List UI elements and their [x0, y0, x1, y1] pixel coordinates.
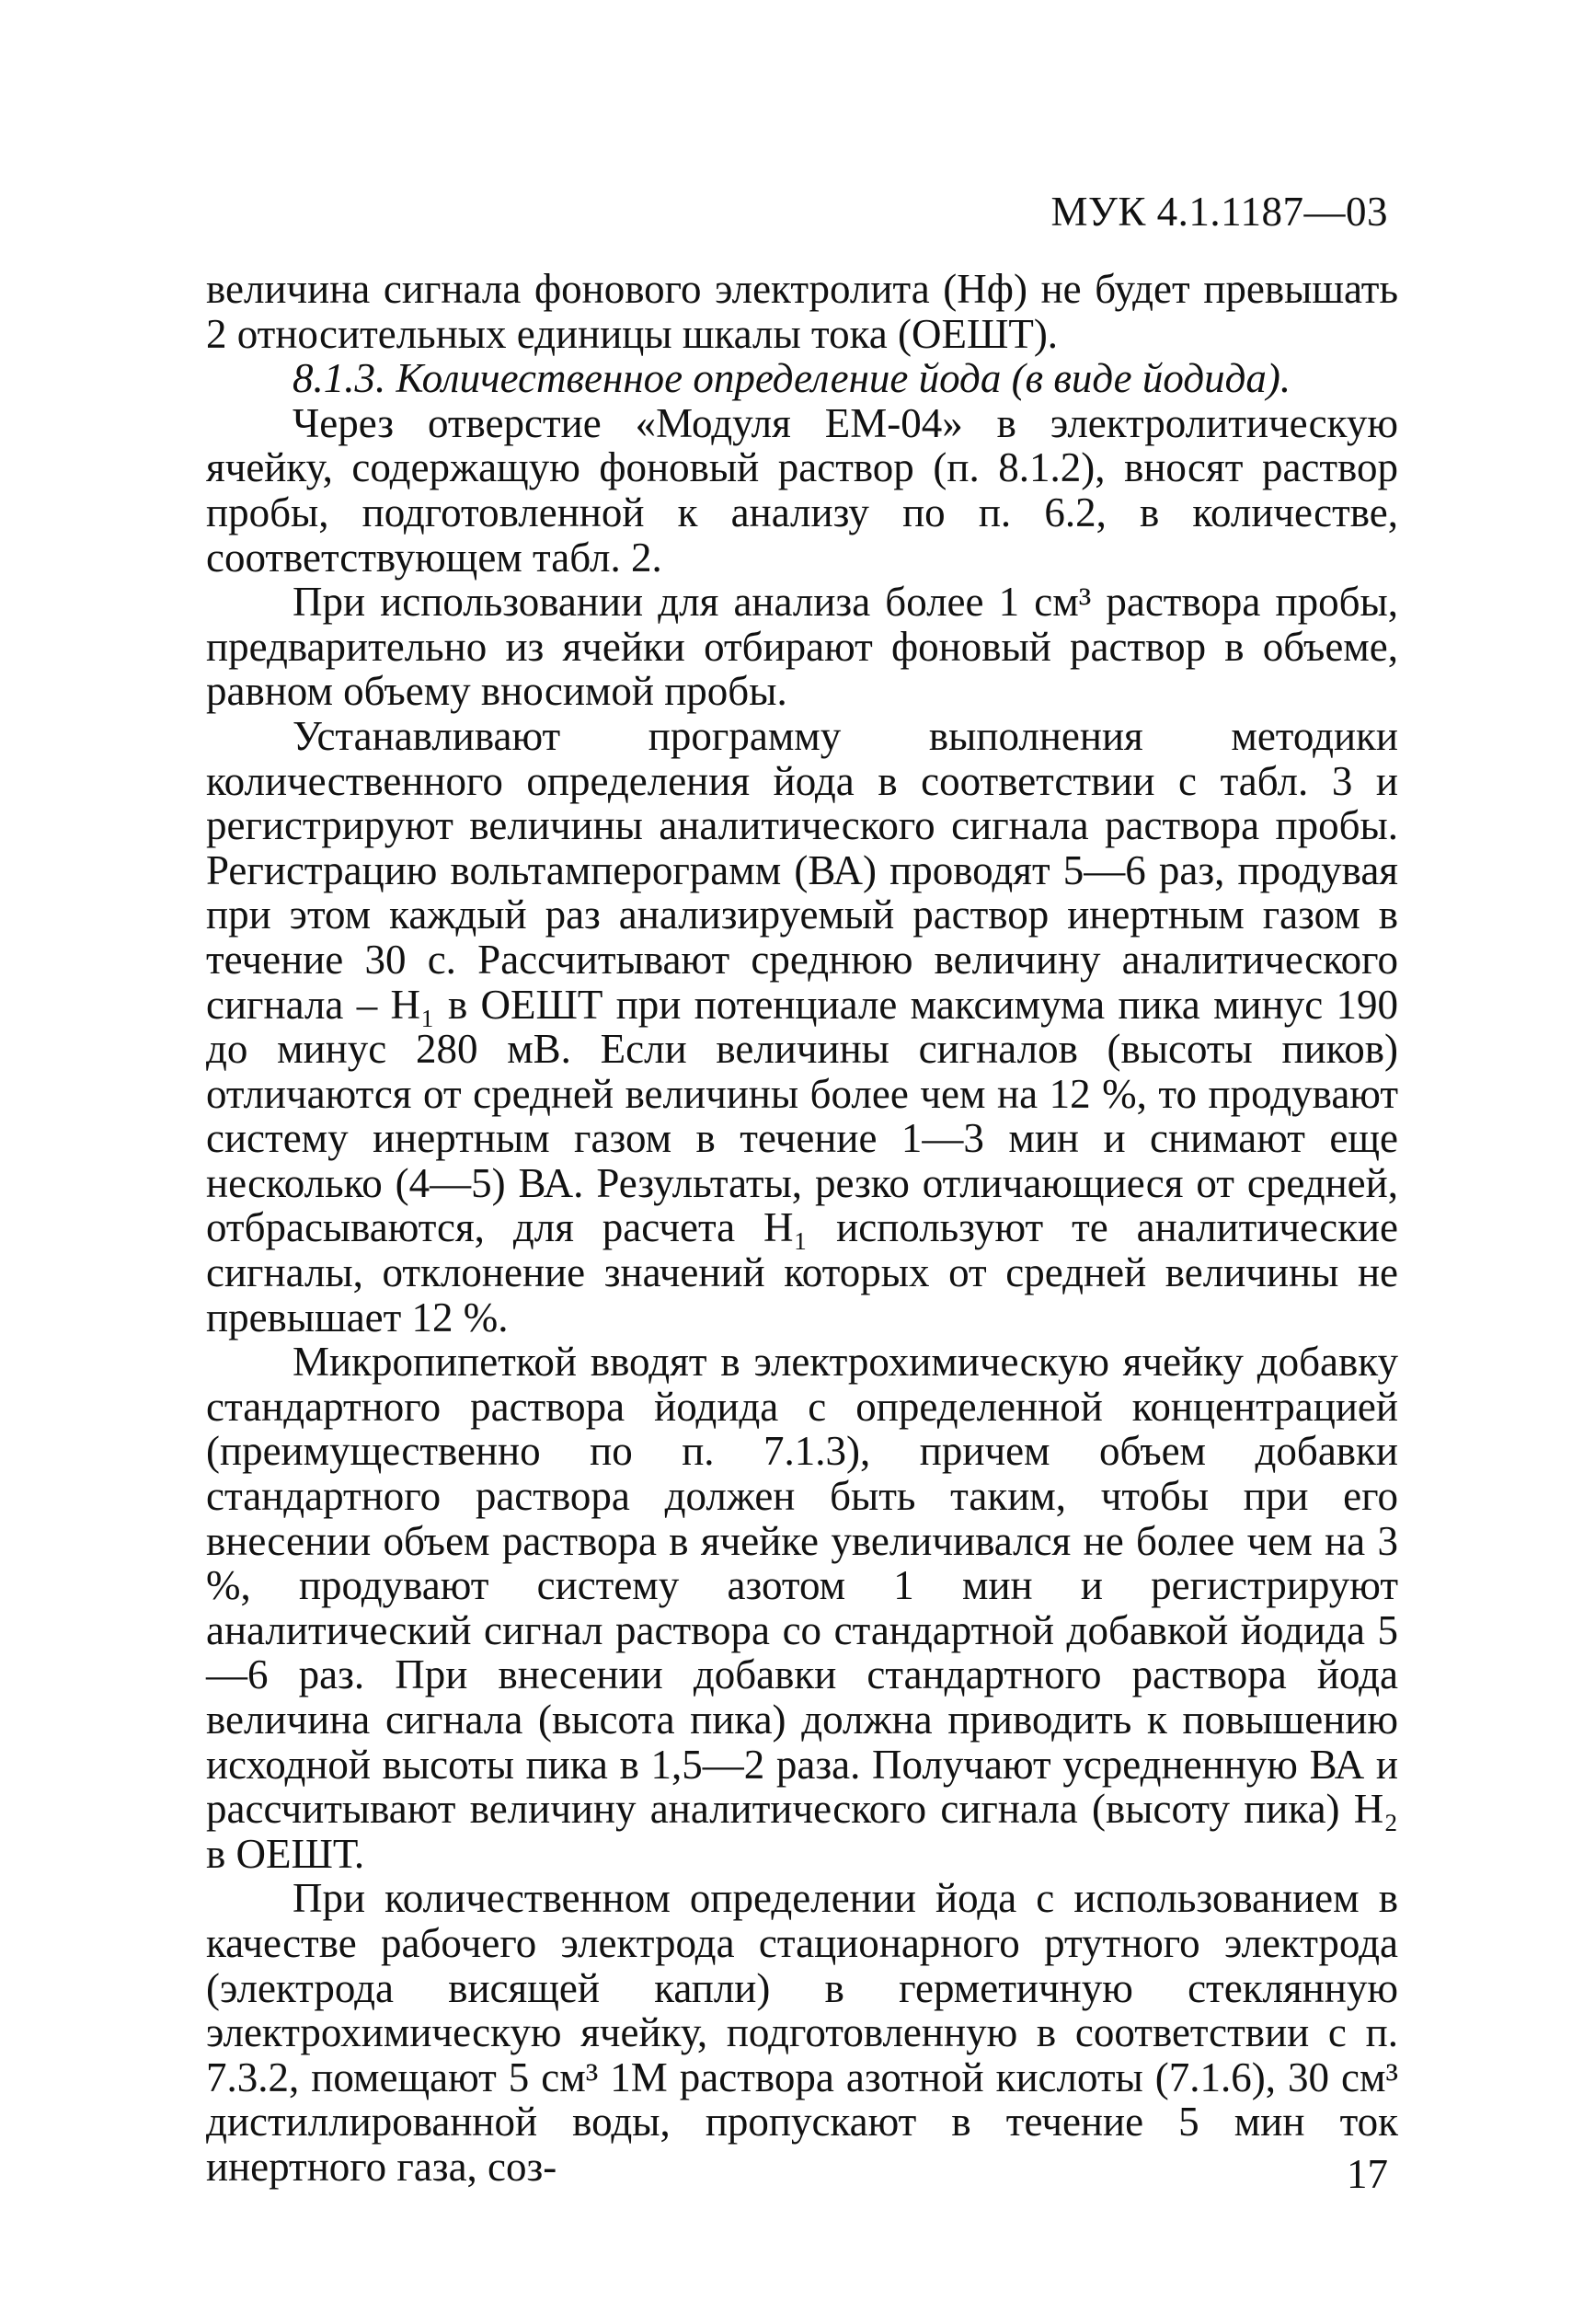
page-number: 17: [1347, 2151, 1388, 2197]
document-code-header: МУК 4.1.1187—03: [1050, 189, 1388, 235]
section-heading: 8.1.3. Количественное определение йода (в виде йодида).: [293, 355, 1291, 402]
document-body: [206, 267, 1398, 2190]
paragraph-standard-addition: Микропипеткой вводят в электрохимическую ячейку добавку стандартного раствора йодида с определенной концентрацией (преимущественно по п. 7.1.3), причем объем добавки стандартного раствора должен быть таким, чтобы при его внесении объем раствора в ячейке увеличивался не более чем на 3 %, продувают систему азотом 1 мин и регистрируют аналитический сигнал раствора со стандартной добавкой йодида 5—6 раз. При внесении добавки стандартного раствора йода величина сигнала (высота пика) должна приводить к повышению исходной высоты пика в 1,5—2 раза. Получают усредненную ВА и рассчитывают величину аналитического сигнала (высоту пика) H₂ в ОЕШТ.: [206, 1339, 1398, 1877]
paragraph-sample-volume: При использовании для анализа более 1 см³ раствора пробы, предварительно из ячейки отбирают фоновый раствор в объеме, равном объему вносимой пробы.: [206, 579, 1398, 715]
paragraph-mercury-electrode: При количественном определении йода с использованием в качестве рабочего электрода стационарного ртутного электрода (электрода висящей капли) в герметичную стеклянную электрохимическую ячейку, подготовленную в соответствии с п. 7.3.2, помещают 5 см³ 1М раствора азотной кислоты (7.1.6), 30 см³ дистиллированной воды, пропускают в течение 5 мин ток инертного газа, соз-: [206, 1875, 1398, 2190]
paragraph-measurement-procedure: Устанавливают программу выполнения методики количественного определения йода в соответствии с табл. 3 и регистрируют величины аналитического сигнала раствора пробы. Регистрацию вольтамперограмм (ВА) проводят 5—6 раз, продувая при этом каждый раз анализируемый раствор инертным газом в течение 30 с. Рассчитывают среднюю величину аналитического сигнала – H₁ в ОЕШТ при потенциале максимума пика минус 190 до минус 280 мВ. Если величины сигналов (высоты пиков) отличаются от средней величины более чем на 12 %, то продувают систему инертным газом в течение 1—3 мин и снимают еще несколько (4—5) ВА. Результаты, резко отличающиеся от средней, отбрасываются, для расчета H₁ используют те аналитические сигналы, отклонение значений которых от средней величины не превышает 12 %.: [206, 712, 1398, 1340]
paragraph-sample-introduction: Через отверстие «Модуля ЕМ-04» в электролитическую ячейку, содержащую фоновый раствор (п. 8.1.2), вносят раствор пробы, подготовленной к анализу по п. 6.2, в количестве, соответствующем табл. 2.: [206, 399, 1398, 581]
paragraph-continuation: величина сигнала фонового электролита (Нф) не будет превышать 2 относительных единицы шкалы тока (ОЕШТ).: [206, 266, 1398, 357]
